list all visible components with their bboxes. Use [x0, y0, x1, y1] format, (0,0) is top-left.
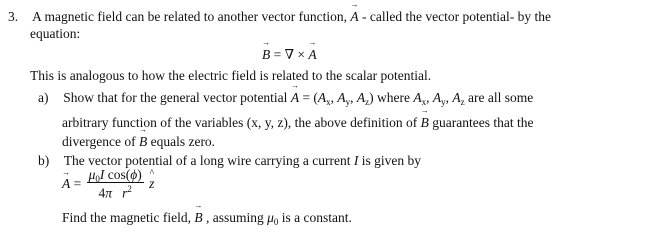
part-b-label: b)	[38, 153, 50, 168]
z-hat-symbol: ^ z	[149, 177, 154, 191]
analogy-sentence: This is analogous to how the electric field is related to the scalar potential.	[30, 68, 432, 83]
part-b-line1	[38, 153, 421, 169]
curl-operator: = ∇ ×	[273, 47, 306, 62]
part-a-text2: arbitrary function of the variables (x, y, z), the above definition of	[62, 115, 418, 130]
mu-zero-symbol: $\mu_0$	[267, 210, 279, 227]
vector-B-symbol: → B	[421, 115, 429, 131]
equation-curl	[262, 47, 317, 63]
vector-A-symbol: → A	[62, 177, 70, 191]
question-header	[8, 9, 551, 25]
vector-A-symbol: → A	[350, 9, 358, 25]
question-intro-line2	[30, 26, 80, 42]
part-a-line1	[38, 90, 533, 106]
question-intro: A magnetic field can be related to another vector function,	[32, 9, 348, 24]
vector-A-symbol: → A	[308, 47, 316, 63]
part-b-text: The vector potential of a long wire carrying a current	[63, 153, 351, 168]
vector-A-symbol: → A	[291, 90, 299, 106]
part-a-components: $A_x$, $A_y$, $A_z$	[413, 90, 465, 107]
potential-fraction	[87, 168, 144, 200]
vector-B-symbol: → B	[262, 47, 270, 63]
question-number: 3.	[8, 9, 19, 24]
part-a-text: Show that for the general vector potential	[63, 90, 288, 105]
part-a-where: where	[377, 90, 411, 105]
part-b-text-tail: is given by	[361, 153, 422, 168]
analogy-text	[30, 68, 431, 84]
part-a-eq: = ($A_x$, $A_y$, $A_z$)	[302, 90, 374, 107]
vector-B-symbol: → B	[194, 210, 202, 226]
part-a-text3b: equals zero.	[150, 134, 216, 149]
part-a-label: a)	[38, 90, 49, 105]
fraction-numerator: $\mu_0I$ cos(ϕ)	[88, 167, 142, 184]
part-b-text2: Find the magnetic field,	[62, 210, 191, 225]
part-a-text2b: guarantees that the	[432, 115, 534, 130]
part-b-text2b: , assuming	[205, 210, 264, 225]
current-symbol: I	[353, 153, 359, 168]
part-b-line2	[62, 210, 352, 226]
part-a-line3	[62, 134, 215, 150]
part-b-text2c: is a constant.	[281, 210, 352, 225]
part-a-line2	[62, 115, 533, 131]
fraction-denominator: 4π $r^2$	[98, 184, 132, 201]
vector-B-symbol: → B	[139, 134, 147, 150]
part-a-tail: are all some	[468, 90, 534, 105]
equation-label: equation:	[30, 26, 81, 41]
question-intro-tail: - called the vector potential- by the	[362, 9, 551, 24]
part-a-text3: divergence of	[62, 134, 136, 149]
vector-potential-equation: → A = $\frac{\mu_0I \cos(\phi)}{4\pi r^2}$ ^ z	[62, 168, 154, 200]
